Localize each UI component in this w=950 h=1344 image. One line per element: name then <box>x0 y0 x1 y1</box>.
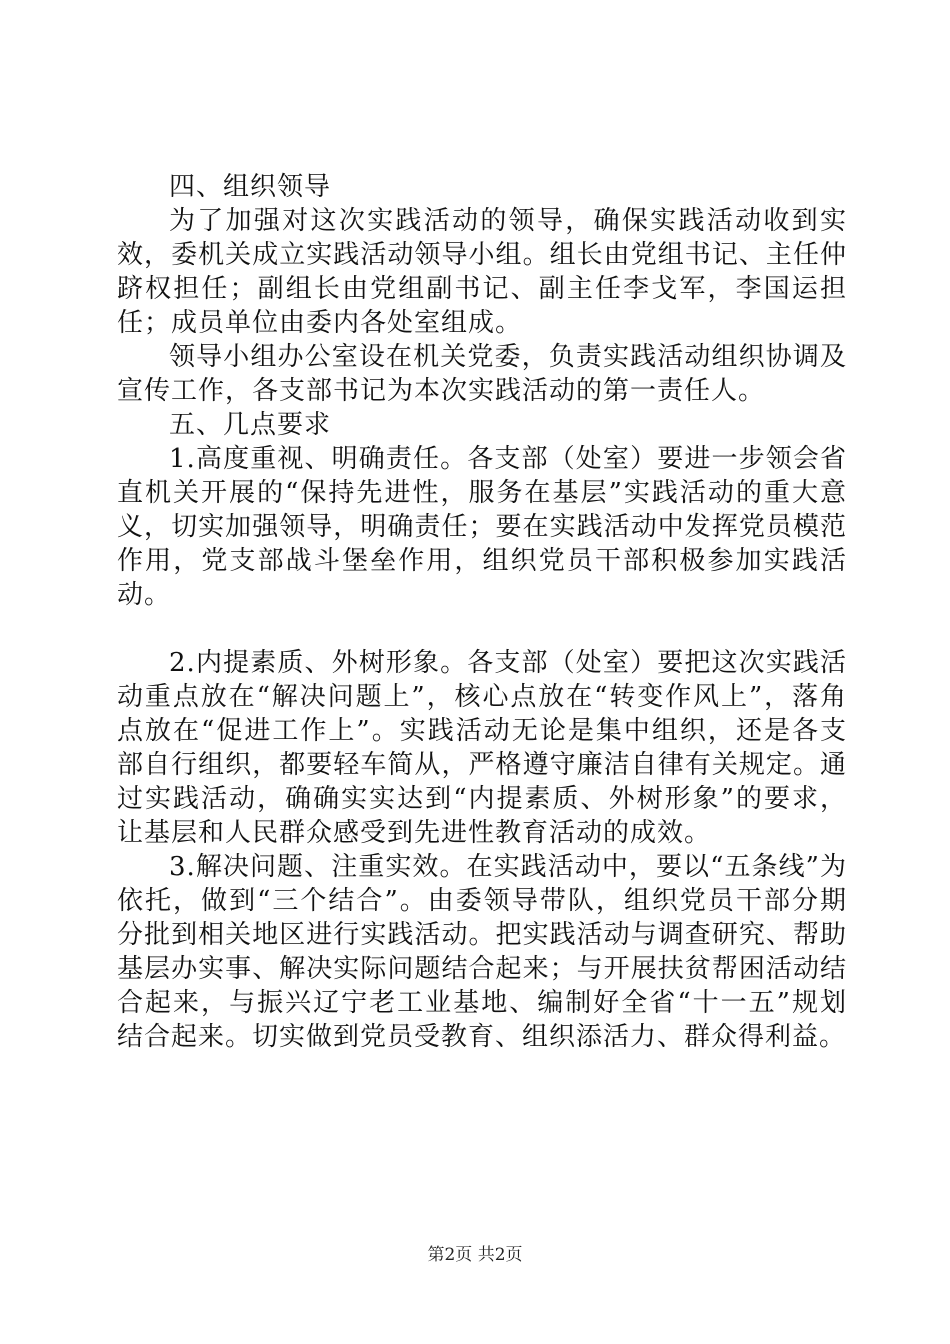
paragraph-requirement-1: 1.高度重视、明确责任。各支部（处室）要进一步领会省直机关开展的“保持先进性，服务在基层”实践活动的重大意义，切实加强领导，明确责任；要在实践活动中发挥党员模范作用，党支部战斗堡垒作用，组织党员干部积极参加实践活动。 <box>117 444 847 610</box>
paragraph-requirement-2: 2.内提素质、外树形象。各支部（处室）要把这次实践活动重点放在“解决问题上”，核心点放在“转变作风上”，落角点放在“促进工作上”。实践活动无论是集中组织，还是各支部自行组织，都要轻车简从，严格遵守廉洁自律有关规定。通过实践活动，确确实实达到“内提素质、外树形象”的要求，让基层和人民群众感受到先进性教育活动的成效。 <box>117 648 847 848</box>
section-heading-organization: 四、组织领导 <box>169 172 332 202</box>
document-body <box>117 170 847 1054</box>
page-footer: 第2页 共2页 <box>427 1245 523 1265</box>
section-heading-requirements: 五、几点要求 <box>169 410 332 440</box>
paragraph-office: 领导小组办公室设在机关党委，负责实践活动组织协调及宣传工作，各支部书记为本次实践活动的第一责任人。 <box>117 342 847 406</box>
paragraph-leadership-group: 为了加强对这次实践活动的领导，确保实践活动收到实效，委机关成立实践活动领导小组。组长由党组书记、主任仲跻权担任；副组长由党组副书记、副主任李戈军，李国运担任；成员单位由委内各处室组成。 <box>117 206 847 338</box>
paragraph-spacer <box>117 612 847 646</box>
paragraph-requirement-3: 3.解决问题、注重实效。在实践活动中，要以“五条线”为依托，做到“三个结合”。由委领导带队，组织党员干部分期分批到相关地区进行实践活动。把实践活动与调查研究、帮助基层办实事、解决实际问题结合起来；与开展扶贫帮困活动结合起来，与振兴辽宁老工业基地、编制好全省“十一五”规划结合起来。切实做到党员受教育、组织添活力、群众得利益。 <box>117 852 847 1052</box>
